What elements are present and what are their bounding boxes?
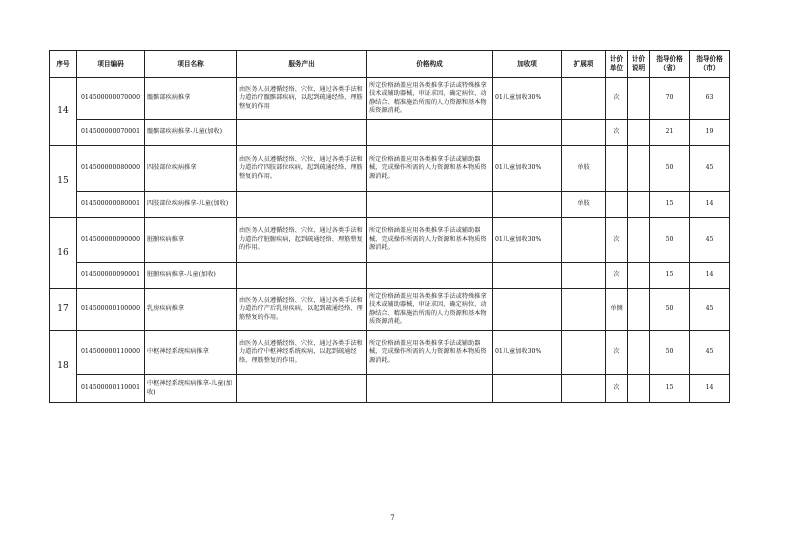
- row-code: 014500000090000: [77, 218, 145, 263]
- row-code: 014500000110000: [77, 331, 145, 375]
- row-name: 中枢神经系统疾病推拿-儿童(加收): [145, 375, 237, 403]
- row-unit: [606, 192, 628, 218]
- row-service: 由医务人员遵循经络、穴位，通过各类手法和力道治疗四肢部位疾病，起到疏通经络、理筋整复的作用。: [237, 146, 367, 192]
- row-unit: [606, 146, 628, 192]
- header-price: 价格构成: [367, 51, 493, 78]
- header-unit: 计价单位: [606, 51, 628, 78]
- row-guide-province: 15: [650, 192, 690, 218]
- row-seq: 18: [50, 331, 77, 403]
- row-extension: [562, 218, 606, 263]
- page-number: 7: [390, 514, 395, 522]
- row-code: 014500000110001: [77, 375, 145, 403]
- row-price: 所定价格涵盖应用各类推拿手法或特殊推拿技术或辅助器械，审证求因、确定病位、动静结合、精准施治所需的人力资源和基本物质资源消耗。: [367, 289, 493, 331]
- row-guide-city: 14: [690, 192, 730, 218]
- row-guide-province: 70: [650, 78, 690, 120]
- row-code: 014500000080000: [77, 146, 145, 192]
- row-note: [628, 146, 650, 192]
- header-guide-province: 指导价格（省）: [650, 51, 690, 78]
- row-price: 所定价格涵盖应用各类推拿手法或辅助器械，完成操作所需的人力资源和基本物质资源消耗。: [367, 331, 493, 375]
- row-service: 由医务人员遵循经络、穴位，通过各类手法和力道治疗产后乳房疾病，以起到疏通经络、理筋整复的作用。: [237, 289, 367, 331]
- table-row: [50, 218, 730, 263]
- row-guide-city: 63: [690, 78, 730, 120]
- row-guide-city: 45: [690, 146, 730, 192]
- row-name: 四肢部位疾病推拿: [145, 146, 237, 192]
- row-service: 由医务人员遵循经络、穴位，通过各类手法和力道治疗中枢神经系统疾病，以起到疏通经络、理筋整复的作用。: [237, 331, 367, 375]
- row-note: [628, 78, 650, 120]
- header-code: 项目编码: [77, 51, 145, 78]
- header-note: 计价说明: [628, 51, 650, 78]
- row-surcharge: 01儿童加收30%: [493, 146, 562, 192]
- row-note: [628, 289, 650, 331]
- row-guide-province: 50: [650, 218, 690, 263]
- row-code: 014500000100000: [77, 289, 145, 331]
- row-price: 所定价格涵盖应用各类推拿手法或辅助器械，完成操作所需的人力资源和基本物质资源消耗。: [367, 218, 493, 263]
- row-surcharge: 01儿童加收30%: [493, 78, 562, 120]
- row-name: 中枢神经系统疾病推拿: [145, 331, 237, 375]
- row-seq: 14: [50, 78, 77, 146]
- row-name: 髋髌部疾病推拿: [145, 78, 237, 120]
- row-guide-province: 50: [650, 146, 690, 192]
- header-row: [50, 51, 730, 78]
- row-code: 014500000080001: [77, 192, 145, 218]
- row-extension: 单肢: [562, 146, 606, 192]
- row-guide-province: 21: [650, 120, 690, 146]
- row-guide-city: 19: [690, 120, 730, 146]
- table-row: [50, 331, 730, 375]
- row-code: 014500000090001: [77, 263, 145, 289]
- row-guide-province: 50: [650, 289, 690, 331]
- row-guide-city: 45: [690, 331, 730, 375]
- row-unit: 次: [606, 263, 628, 289]
- row-seq: 16: [50, 218, 77, 289]
- row-surcharge: 01儿童加收30%: [493, 331, 562, 375]
- table-row: [50, 78, 730, 120]
- row-name: 脏腑疾病推拿: [145, 218, 237, 263]
- table-row: [50, 289, 730, 331]
- row-guide-city: 14: [690, 375, 730, 403]
- row-unit: 次: [606, 120, 628, 146]
- row-price: 所定价格涵盖应用各类推拿手法或辅助器械，完成操作所需的人力资源和基本物质资源消耗。: [367, 146, 493, 192]
- header-extension: 扩展项: [562, 51, 606, 78]
- header-guide-city: 指导价格（市）: [690, 51, 730, 78]
- row-seq: 15: [50, 146, 77, 218]
- row-unit: 次: [606, 331, 628, 375]
- row-extension: 单肢: [562, 192, 606, 218]
- row-name: 乳房疾病推拿: [145, 289, 237, 331]
- table-row: [50, 192, 730, 218]
- row-guide-province: 15: [650, 375, 690, 403]
- row-name: 髋髌部疾病推拿-儿童(加收): [145, 120, 237, 146]
- header-name: 项目名称: [145, 51, 237, 78]
- row-guide-city: 45: [690, 218, 730, 263]
- price-table: [49, 50, 730, 403]
- row-guide-province: 50: [650, 331, 690, 375]
- row-service: 由医务人员遵循经络、穴位，通过各类手法和力道治疗脏腑疾病，起到疏通经络、理筋整复的作用。: [237, 218, 367, 263]
- row-guide-city: 14: [690, 263, 730, 289]
- row-guide-city: 45: [690, 289, 730, 331]
- row-seq: 17: [50, 289, 77, 331]
- row-service: 由医务人员遵循经络、穴位，通过各类手法和力道治疗髋髌部疾病，以起到疏通经络、理筋整复的作用: [237, 78, 367, 120]
- row-note: [628, 331, 650, 375]
- table-row: [50, 120, 730, 146]
- header-surcharge: 加收项: [493, 51, 562, 78]
- row-code: 014500000070001: [77, 120, 145, 146]
- row-unit: 次: [606, 375, 628, 403]
- row-surcharge: [493, 289, 562, 331]
- row-name: 脏腑疾病推拿-儿童(加收): [145, 263, 237, 289]
- row-price: 所定价格涵盖应用各类推拿手法或特殊推拿技术或辅助器械，审证求因、确定病位、动静结合、精准施治所需的人力资源和基本物质资源消耗。: [367, 78, 493, 120]
- table-row: [50, 375, 730, 403]
- row-unit: 次: [606, 218, 628, 263]
- header-seq: 序号: [50, 51, 77, 78]
- row-extension: [562, 78, 606, 120]
- row-unit: 单侧: [606, 289, 628, 331]
- row-surcharge: 01儿童加收30%: [493, 218, 562, 263]
- row-name: 四肢部位疾病推拿-儿童(加收): [145, 192, 237, 218]
- row-code: 014500000070000: [77, 78, 145, 120]
- row-guide-province: 15: [650, 263, 690, 289]
- table-row: [50, 146, 730, 192]
- header-service: 服务产出: [237, 51, 367, 78]
- table-row: [50, 263, 730, 289]
- row-extension: [562, 289, 606, 331]
- row-note: [628, 218, 650, 263]
- row-unit: 次: [606, 78, 628, 120]
- row-extension: [562, 331, 606, 375]
